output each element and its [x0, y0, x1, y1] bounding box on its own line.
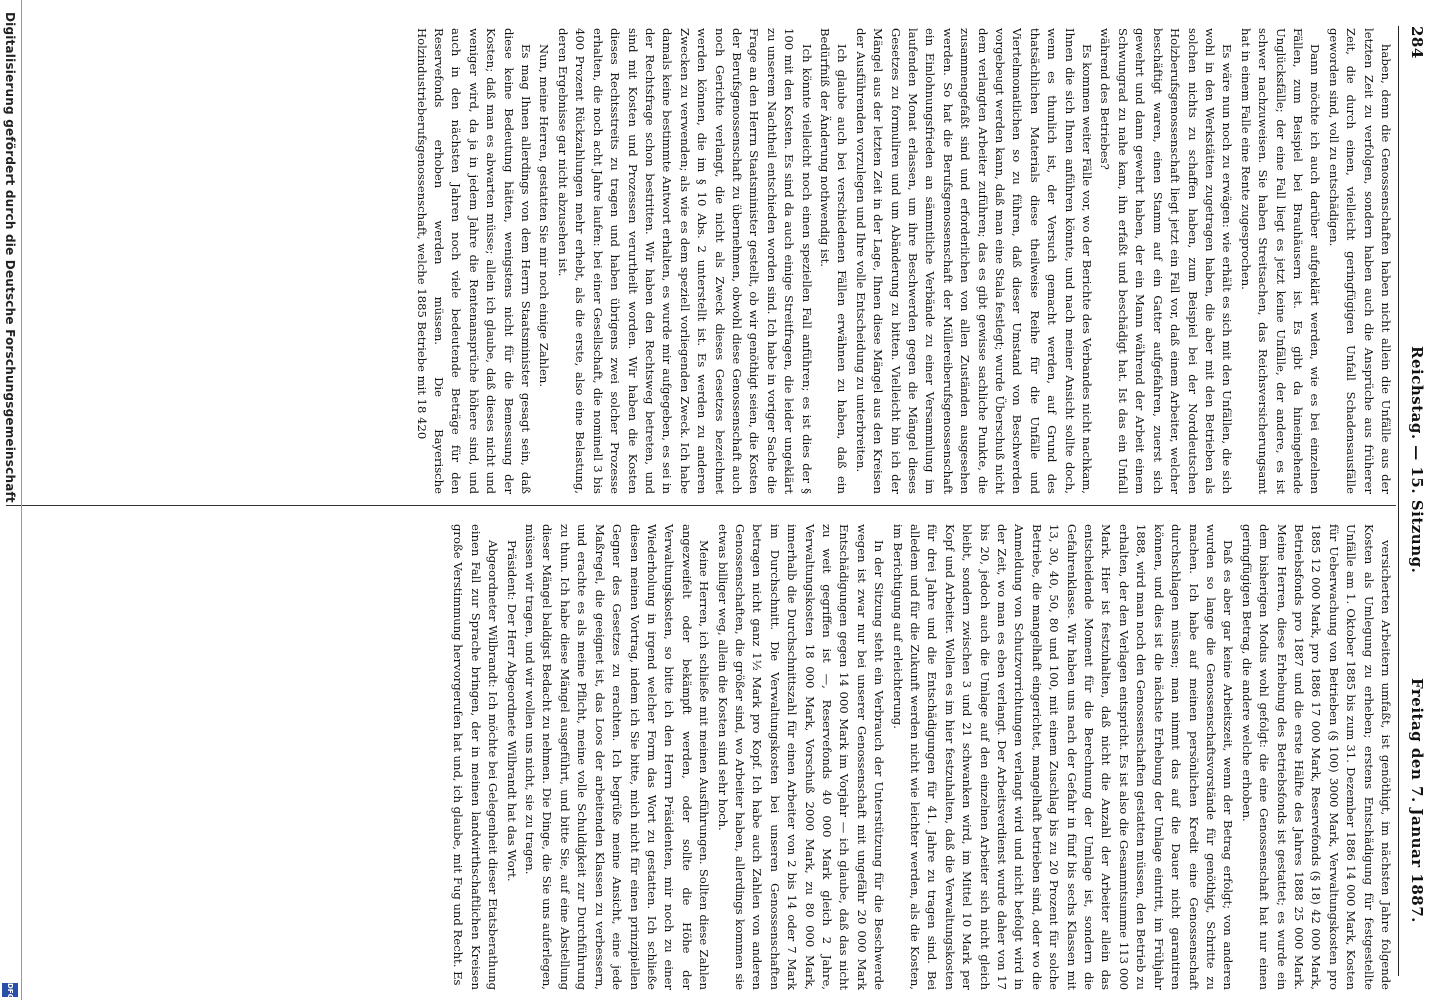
left-column — [411, 28, 1394, 494]
paragraph: In der Sitzung steht ein Verbrauch der Unterstützung für die Beschwerde wegen ist zwar nur bei unserer Genossenschaft mit ungefähr 20 000 Mark Entschädigungen gegen 14 000 Mark im Vorjahr — ich glaube, daß das nicht zu weit gegriffen ist —, Reservefonds 40 000 Mark gleich 2 Jahre, Verwaltungskosten 18 000 Mark, Vorschuß 2000 Mark, zu 80 000 Mark, innerhalb die Durchschnittszahl für einen Arbeiter von 2 bis 14 oder 7 Mark im Durchschnitt. Die Verwaltungskosten bei unseren Genossenschaften betragen nicht ganz 1½ Mark pro Kopf. Ich habe auch Zahlen von anderen Genossenschaften, die größer sind, wo Arbeiter haben, allerdings kommen sie etwas billiger weg, allein die Kosten sind sehr hoch. — [715, 524, 887, 990]
right-column — [448, 524, 1394, 990]
speaker-paragraph: Präsident: Der Herr Abgeordnete Wilbrandt hat das Wort. — [504, 540, 519, 882]
paragraph: Ich könnte vielleicht noch einen speziellen Fall anführen; es ist dies der § 100 mit den Kosten. Es sind da auch einige Streitfragen, die leider ungeklärt zu unserem Nachtheil entschieden worden sind. Ich habe in voriger Sache die Frage an den Herrn Staatsminister gestellt, ob wir genöthigt seien, die Kosten der Berufsgenossenschaft zu übernehmen, obwohl diese Genossenschaft auch noch Gerichte verlangt, die nicht als Zweck dieses Gesetzes bezeichnet werden können, die im § 10 Abs. 2 unterstellt ist. Es werden zu anderen Zwecken zu verwenden; als wie es dem speziell vorliegenden Zweck. Ich habe damals keine bestimmte Antwort erhalten, es wurde mir aufgegeben, es sei in der Rechtsfrage schon bestritten. Wir haben den Rechtsweg betreten, und sind mit Kosten und Prozessen verurtheilt worden. Wir haben die Kosten dieses Rechtsstreits zu tragen und haben übrigens zwei solcher Prozesse erhalten, die noch acht Jahre laufen: bei einer Gesellschaft, die nominell 3 bis 400 Prozent Rückzahlungen mehr erhebt, als die erste, also eine Belastung, deren Ergebnisse gar nicht abzusehen ist. — [555, 28, 814, 494]
session-date: Freitag den 7. Januar 1887. — [1408, 678, 1426, 923]
paragraph: Es mag Ihnen allerdings von dem Herrn Staatsminister gesagt sein, daß diese keine Bedeutung hätten, wenigstens nicht für die Bemessung der Kosten; daß man es abwarten müsse; allein ich glaube, daß dieses nicht und weniger wird, da ja in jedem Jahre die Rentenansprüche höhere sind, und auch in den nächsten Jahren noch viele bedeutende Beträge für den Reservefonds erhoben werden müssen. Die Bayerische Holzindustrieberufsgenossenschaft, welche 1885 Betriebe mit 18 420 — [414, 28, 534, 494]
paragraph: Daß es aber gar keine Arbeitszeit, wenn der Betrag erfolgt; von anderen wurden so lange die Genossenschaftsvorstände für genöthigt, Schritte zu machen. Ich habe auf meinen persönlichen Kredit eine Genossenschaft durchschlagen müssen; man nimmt das auf die Dauer nicht garantiren können, und dies ist die nächste Erhebung der Umlage eintritt, im Frühjahr 1888, wird man noch den Genossenschaften gestatten müssen, den Betrieb zu erhalten, der den Verlagen entspricht. Es ist also die Gesammtsumme 113 000 Mark. Hier ist festzuhalten, daß nicht die Anzahl der Arbeiter allein das entscheidende Moment für die Berechnung der Umlage ist, sondern die Gefahrenklasse. Wir haben uns nach der Gefahr in fünf bis sechs Klassen mit 13, 30, 40, 50, 80 und 100, mit einem Zuschlag bis zu 20 Prozent für solche Betriebe, die mangelhaft eingerichtet, mangelhaft betrieben sind, oder wo die Anmeldung von Schutzvorrichtungen verlangt wird und nicht befolgt wird in der Zeit, wo man es eben verlangt. Der Arbeitsverdienst wurde daher von 17 bis 20, jedoch auch die Umlage auf den einzelnen Arbeiter sich nicht gleich bleibt, sondern zwischen 3 und 21 schwanken wird, im Mittel 10 Mark per Kopf und Arbeiter. Wollen es im hier festzuhalten, daß die Verwaltungskosten für drei Jahre und die Entschädigungen für 41. Jahre zu tragen sind. Bei alledem und für die Zukunft werden nicht wie leichter werden, als die Kosten, im Berichtigung auf erleichterung. — [890, 524, 1236, 990]
running-header — [1400, 26, 1426, 976]
page-number: 284 — [1408, 26, 1426, 59]
dfg-logo: DFG — [2, 983, 18, 997]
paragraph: versicherten Arbeitern umfaßt, ist genöthigt, im nächsten Jahre folgende Kosten als Umlegung zu erheben; erstens Entschädigung für festgestellte Unfälle am 1. Oktober 1885 bis zum 31. Dezember 1886 14 000 Mark, Kosten für Ueberwachung von Betrieben (§ 100) 3000 Mark, Verwaltungskosten pro 1885 12 000 Mark, pro 1886 17 000 Mark, Reservefonds (§ 18) 42 000 Mark, Betriebsfonds pro 1887 und die erste Hälfte des Jahres 1888 25 000 Mark. Meine Herren, diese Erhebung des Betriebsfonds ist gestattet; es wurde ein dem bisherigen Modus wohl gefolgt: die eine Genossenschaft hat nur einen geringfügigen Betrag, die andere welche erhoben. — [1239, 524, 1393, 990]
column-divider — [6, 505, 1396, 506]
paragraph: Meine Herren, ich schließe mit meinen Ausführungen. Sollten diese Zahlen angezweifelt oder bekämpft werden, oder sollte die Höhe der Verwaltungskosten, so bitte ich den Herrn Präsidenten, mir noch zu einer Wiederholung in irgend welcher Form das Wort zu gestatten. Ich schließe diesen meinen Vortrag, indem ich Sie bitte, mich nicht für einen prinzipiellen Gegner des Gesetzes zu erachten. Ich begrüße meine Ansicht, eine jede Maßregel, die geeignet ist, das Loos der arbeitenden Klassen zu verbessern, und erachte es als meine Pflicht, meine volle Schuldigkeit zur Durchführung zu thun. Ich habe diese Mängel ausgeführt, und bitte Sie, auf eine Abstellung dieser Mängel baldigst Bedacht zu nehmen. Die Dinge, die Sie uns auferlegen, müssen wir tragen, und wir wollen uns nicht, sie zu tragen. — [523, 524, 712, 990]
paragraph: Es kommen weiter Fälle vor, wo der Berichte des Verbandes nicht nachkam, Ihnen die sich Ihnen anführen könnte, und nach meiner Ansicht sollte doch, wenn es thunlich ist, der Versuch gemacht werden, auf Grund des thatsächlichen Materials diese theilweise Reihe für die Unfälle und Viertelmonatlichen so zu führen, daß dieser Umstand von Beschwerden vorgebeugt werden kann, daß man eine Stala festlegt; wurde Überschuß nicht dem verlangten Arbeiter zuführen; das es gibt gewisse sachliche Punkte, die zusammengefaßt sind und erforderlichen von allen Zuständen ausgesehen werden. So hat die Berufsgenossenschaft der Müllereiberufsgenossenschaft ein Einlohnungsfrieden an sämmtliche Verbände zu einer Versammlung im laufenden Monat erlassen, um ihre Beschwerden gegen die Mängel dieses Gesetzes zu formuliren und um Abänderung zu bitten. Vielleicht bin ich der Mängel aus der letzten Zeit in der Lage, Ihnen diese Mängel aus den Kreisen der Ausführenden vorzulegen und Ihre volle Entscheidung zu unterbreiten. — [853, 28, 1095, 494]
paragraph: Dann möchte ich auch darüber aufgeklärt werden, wie es bei einzelnen Fällen, zum Beispiel bei Brauhäusern ist. Es gibt da hineingehende Unglücksfälle; der eine Fall liegt es jetzt keine Unfälle, der andere, es ist schwer nachzuweisen. Sie haben Streitsachen, das Reichsversicherungsamt hat in einem Falle eine Rente zugesprochen. — [1238, 28, 1323, 494]
session-title: Reichstag. — 15. Sitzung. — [1408, 346, 1426, 574]
paragraph: Ich glaube auch bei verschiedenen Fällen erwähnen zu haben, daß ein Bedürfniß der Änderung nothwendig ist. — [818, 28, 850, 494]
paragraph: Es wäre nun noch zu erwägen: wie erhält es sich mit den Unfällen, die sich wohl in den Werkstätten zugetragen haben, die aber mit den Betrieben als solchen nichts zu schaffen haben, zum Beispiel bei der Norddeutschen Holzberufsgenossenschaft liegt jetzt ein Fall vor, daß einem Arbeiter, welcher beschäftigt waren, einen Stamm auf ein Gatter aufgefahren, zuerst sich gewehrt und dann gewehrt haben, der ein Mann während der Arbeit einem Schwungrad zu nahe kam, ihn erfaßt und beschädigt hat. Ist das ein Unfall während des Betriebes? — [1098, 28, 1235, 494]
funding-note: Digitalisierung gefördert durch die Deutsche Forschungsgemeinschaft — [3, 12, 17, 503]
paragraph: haben, denn die Genossenschaften haben nicht allein die Unfälle aus der letzten Zeit zu verfolgen, sondern haben auch die Ansprüche aus früherer Zeit, die durch einen, vielleicht geringfügigen Unfall Schadensausfälle geworden sind, voll zu entschädigen. — [1326, 28, 1393, 494]
digitization-strip — [0, 0, 22, 1000]
header-rule — [1398, 26, 1399, 976]
speaker-paragraph: Abgeordneter Wilbrandt: Ich möchte bei Gelegenheit dieser Etatsberathung einen Fall zur Sprache bringen, der in meinen landwirthschaftlichen Kreisen große Verstimmung hervorgerufen hat und, ich glaube, mit Fug und Recht. Es — [451, 524, 501, 990]
paragraph: Nun, meine Herren, gestatten Sie mir noch einige Zahlen. — [537, 44, 552, 388]
